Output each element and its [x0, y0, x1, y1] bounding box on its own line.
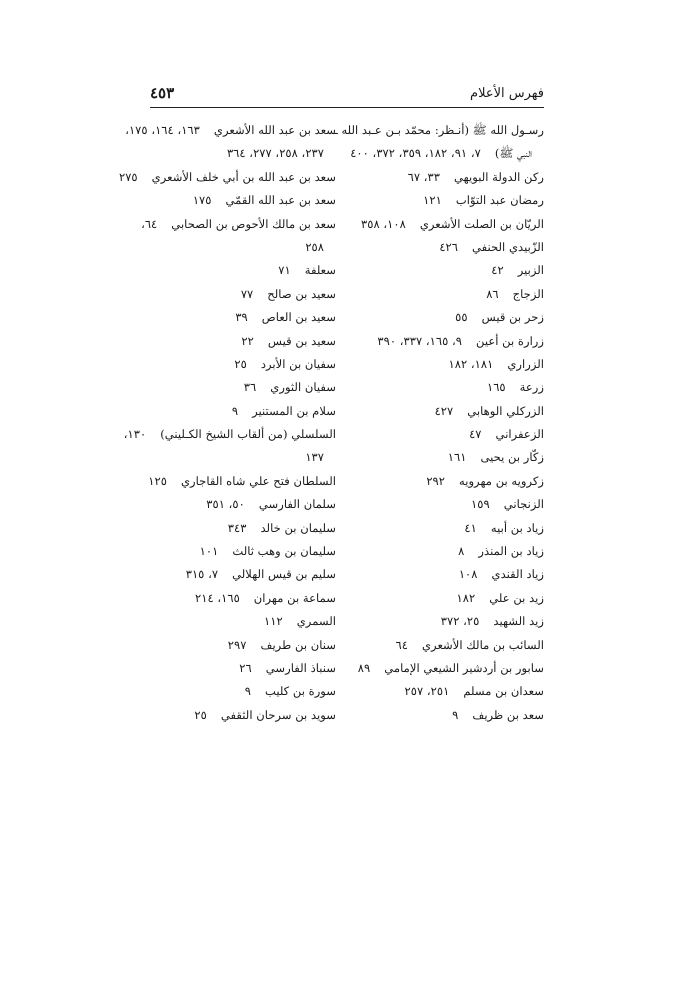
index-entry — [338, 540, 544, 563]
entry-pages: ٨ — [458, 544, 465, 559]
index-entry — [138, 446, 336, 469]
entry-name: سعد بن مالك الأحوص بن الصحابي — [171, 216, 336, 231]
index-entry — [338, 680, 544, 703]
entry-pages: ٤٧ — [469, 427, 482, 442]
entry-pages: ١٧٥ — [192, 193, 212, 208]
entry-pages: ١٠٨ — [458, 567, 478, 582]
entry-pages: ٢٧٥ — [118, 169, 138, 184]
entry-pages: ٧، ٩١، ١٨٢، ٣٥٩، ٣٧٢، ٤٠٠ — [350, 146, 481, 161]
index-entry — [138, 563, 336, 586]
entry-pages: ١٢١ — [423, 193, 442, 208]
index-column-right — [334, 119, 544, 727]
entry-name: سعيد بن العاص — [261, 310, 336, 325]
entry-pages: ٤٢٦ — [439, 239, 458, 254]
entry-pages: ٢٩٧ — [227, 637, 247, 652]
index-entry — [138, 517, 336, 540]
index-entry — [125, 119, 336, 142]
index-entry — [118, 166, 336, 189]
entry-pages: ٩ — [452, 707, 459, 722]
entry-pages: ٢٥، ٣٧٢ — [440, 614, 480, 629]
entry-name: الزعفراني — [495, 427, 544, 442]
entry-pages: ٩، ١٦٥، ٣٣٧، ٣٩٠ — [377, 333, 463, 348]
running-title: فهرس الأعلام — [470, 86, 544, 101]
index-entry — [123, 423, 336, 446]
index-entry — [138, 213, 336, 236]
index-entry — [338, 423, 544, 446]
entry-name: زياد بن المنذر — [478, 544, 544, 559]
index-column-left — [118, 119, 336, 727]
index-entry — [138, 330, 336, 353]
index-entry — [138, 493, 336, 516]
index-entry — [338, 587, 544, 610]
entry-name: زياد القندي — [491, 567, 544, 582]
entry-pages: ٧، ٣١٥ — [185, 567, 219, 582]
entry-pages: ٣٩ — [235, 310, 248, 325]
entry-pages: ١٦٥ — [486, 380, 506, 395]
page-header — [150, 84, 544, 106]
entry-name: زكرويه بن مهرويه — [459, 473, 544, 488]
index-entry — [138, 587, 336, 610]
entry-name: الريّان بن الصلت الأشعري — [419, 216, 544, 231]
entry-pages: ١٣٠، — [123, 427, 147, 442]
index-entry — [338, 446, 544, 469]
index-entry — [138, 400, 336, 423]
index-entry — [138, 259, 336, 282]
entry-name: سماعة بن مهران — [253, 590, 336, 605]
entry-name: سليمان بن وهب ثالث — [232, 544, 336, 559]
entry-pages: ٨٩ — [357, 660, 371, 675]
index-entry — [138, 283, 336, 306]
index-entry — [338, 213, 544, 236]
entry-pages: ١٥٩ — [471, 497, 490, 512]
entry-name: سورة بن كليب — [264, 684, 336, 699]
index-entry — [138, 657, 336, 680]
entry-name: سفيان الثوري — [270, 380, 336, 395]
entry-pages: ١٦٣، ١٦٤، ١٧٥، — [125, 123, 200, 137]
entry-name: رمضان عبد التوّاب — [455, 193, 544, 208]
entry-name: زياد بن أبيه — [490, 520, 544, 535]
entry-name: زرارة بن أعين — [476, 333, 544, 348]
entry-pages: ٢٥ — [194, 707, 207, 722]
entry-name: الزراري — [507, 356, 544, 371]
entry-name: سعد بن عبد الله القمّي — [225, 193, 336, 208]
entry-pages: ١٠١ — [199, 544, 219, 559]
index-entry — [338, 634, 544, 657]
entry-name: سعيد بن صالح — [267, 286, 336, 301]
index-entry — [338, 470, 544, 493]
entry-pages: ٧١ — [278, 263, 291, 278]
entry-name: السلسلي (من ألقاب الشيخ الكـليني) — [160, 427, 336, 442]
index-entry — [138, 540, 336, 563]
index-entry — [338, 563, 544, 586]
entry-pages: ١٦٥، ٢١٤ — [194, 590, 240, 605]
index-entry — [338, 517, 544, 540]
entry-name: السمري — [296, 614, 336, 629]
entry-name: السائب بن مالك الأشعري — [421, 637, 544, 652]
index-entry — [138, 704, 336, 727]
entry-name: سويد بن سرحان الثقفي — [220, 707, 336, 722]
entry-name: زيد الشهيد — [493, 614, 544, 629]
index-entry — [338, 142, 544, 165]
index-entry — [138, 189, 336, 212]
index-entry — [138, 376, 336, 399]
entry-pages: ١١٢ — [264, 614, 283, 629]
entry-name: سعد بن عبد الله بن أبي خلف الأشعري — [151, 169, 336, 184]
entry-pages: ٢٥١، ٢٥٧ — [404, 684, 450, 699]
entry-pages: ٣٦ — [243, 380, 257, 395]
entry-pages: ٢٣٧، ٢٥٨، ٢٧٧، ٣٦٤ — [226, 146, 324, 161]
entry-name: سليمان بن خالد — [260, 520, 336, 535]
index-entry — [338, 330, 544, 353]
entry-pages: ٢٢ — [241, 333, 254, 348]
entry-name: زرعة — [519, 380, 544, 395]
entry-pages: ١٠٨، ٣٥٨ — [361, 216, 406, 231]
entry-pages: ٣٣، ٦٧ — [407, 169, 441, 184]
entry-pages: ٥٥ — [455, 310, 468, 325]
entry-name: سنباذ الفارسي — [265, 660, 336, 675]
entry-pages: ١٢٥ — [148, 473, 167, 488]
index-entry — [338, 189, 544, 212]
index-entry — [138, 306, 336, 329]
index-entry — [334, 119, 544, 142]
entry-pages: ١٣٧ — [305, 450, 324, 465]
entry-name: سعيد بن قيس — [267, 333, 336, 348]
entry-pages: ٥٠، ٣٥١ — [206, 497, 245, 512]
index-entry — [338, 353, 544, 376]
index-entry — [138, 142, 336, 165]
entry-pages: ٢٥ — [234, 356, 247, 371]
entry-pages: ٤٢٧ — [434, 403, 454, 418]
entry-pages: ٦٤، — [141, 216, 158, 231]
index-entry — [338, 236, 544, 259]
entry-pages: ٢٥٨ — [305, 239, 324, 254]
entry-name: سلمان الفارسي — [258, 497, 336, 512]
entry-name: النبي ﷺ) — [494, 146, 532, 161]
index-entry — [338, 493, 544, 516]
entry-pages: ٦٤ — [395, 637, 408, 652]
entry-name: سلام بن المستنير — [252, 403, 336, 418]
entry-pages: ٣٤٣ — [227, 520, 247, 535]
entry-name: الزركلي الوهابي — [467, 403, 544, 418]
entry-pages: ٢٦ — [239, 660, 252, 675]
index-entry — [338, 376, 544, 399]
entry-name: الزنجاني — [503, 497, 544, 512]
entry-pages: ٤٢ — [491, 263, 504, 278]
entry-name: سابور بن أردشير الشيعي الإمامي — [384, 660, 544, 675]
header-rule — [150, 107, 544, 108]
index-entry — [138, 353, 336, 376]
index-entry — [338, 610, 544, 633]
index-entry — [138, 236, 336, 259]
entry-pages: ٧٧ — [240, 286, 254, 301]
index-entry — [338, 259, 544, 282]
entry-name: سفيان بن الأبرد — [260, 356, 336, 371]
entry-name: السلطان فتح علي شاه القاجاري — [180, 473, 336, 488]
entry-pages: ٩ — [231, 403, 239, 418]
entry-name: الزجاج — [512, 286, 544, 301]
index-entry — [138, 680, 336, 703]
index-entry — [338, 657, 544, 680]
index-entry — [338, 283, 544, 306]
entry-name: سعلفة — [304, 263, 336, 278]
index-entry — [138, 470, 336, 493]
index-entry — [138, 610, 336, 633]
entry-name: الزبير — [517, 263, 544, 278]
entry-name: زكّار بن يحيى — [480, 450, 544, 465]
index-entry — [338, 306, 544, 329]
entry-pages: ٢٩٢ — [426, 473, 446, 488]
entry-name: سعد بن ظريف — [472, 707, 544, 722]
entry-pages: ٤١ — [464, 520, 477, 535]
entry-pages: ١٦١ — [447, 450, 467, 465]
entry-name: ركن الدولة البويهي — [454, 169, 544, 184]
index-entry — [338, 166, 544, 189]
entry-name: رسـول الله ﷺ (أنـظر: محمّد بـن عـبد الله ـ — [334, 123, 544, 137]
entry-name: زيد بن علي — [489, 590, 544, 605]
entry-name: سنان بن طريف — [260, 637, 336, 652]
entry-name: سعد بن عبد الله الأشعري — [213, 123, 336, 137]
index-entry — [338, 400, 544, 423]
entry-name: الزّبيدي الحنفي — [472, 239, 544, 254]
entry-name: زحر بن قيس — [481, 310, 544, 325]
entry-name: سعدان بن مسلم — [463, 684, 544, 699]
index-entry — [138, 634, 336, 657]
entry-pages: ٩ — [244, 684, 251, 699]
entry-pages: ١٨٢ — [456, 590, 476, 605]
page-number: ٤٥٣ — [150, 84, 175, 102]
entry-pages: ١٨١، ١٨٢ — [448, 356, 494, 371]
entry-name: سليم بن قيس الهلالي — [232, 567, 336, 582]
index-entry — [338, 704, 544, 727]
entry-pages: ٨٦ — [486, 286, 499, 301]
